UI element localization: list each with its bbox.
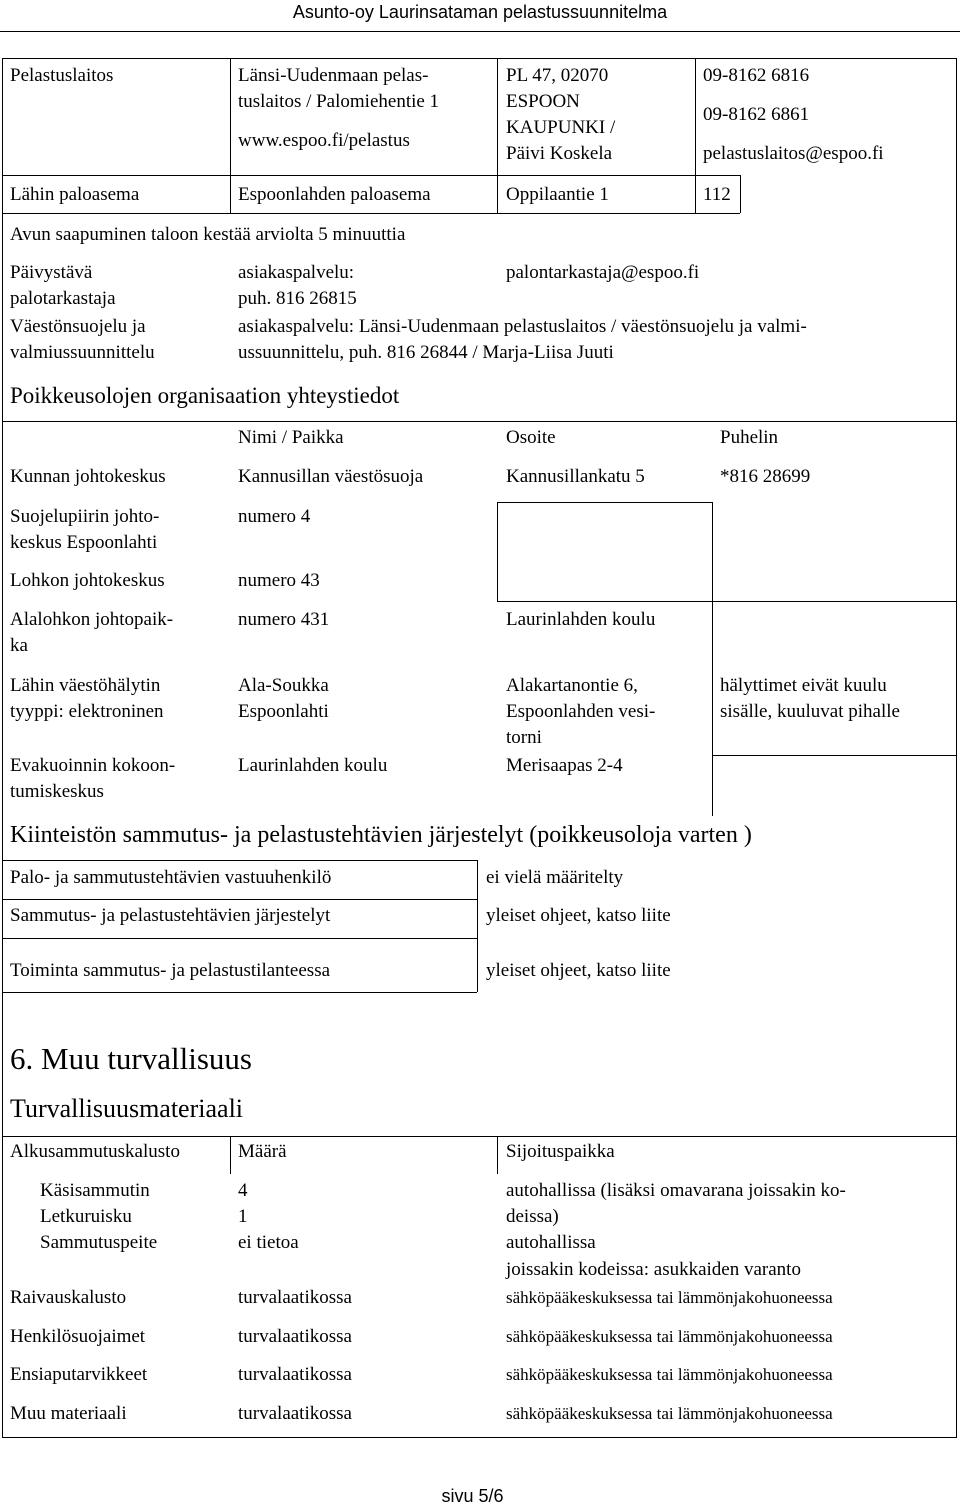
document-header: Asunto-oy Laurinsataman pelastussuunnitelma: [292, 2, 668, 22]
equipment-row-label: Muu materiaali: [10, 1403, 127, 1424]
org-row-address: torni: [506, 727, 542, 748]
fire-dept-name-line: tuslaitos / Palomiehentie 1: [238, 91, 440, 112]
org-row-label: keskus Espoonlahti: [10, 532, 158, 553]
equipment-row-amount: turvalaatikossa: [238, 1364, 352, 1385]
org-row-name: numero 431: [238, 609, 330, 630]
firefighting-row-label: Sammutus- ja pelastustehtävien järjestelyt: [10, 905, 331, 926]
header-rule: [0, 31, 960, 32]
org-row-name: Espoonlahti: [238, 701, 329, 722]
org-row-label: Kunnan johtokeskus: [10, 466, 166, 487]
equipment-row-label: Henkilösuojaimet: [10, 1326, 146, 1347]
equipment-location: autohallissa (lisäksi omavarana joissakin ko-: [506, 1180, 846, 1201]
duty-inspector-label: Päivystävä: [10, 262, 93, 283]
equipment-amount: 4: [238, 1180, 248, 1201]
equipment-item: Käsisammutin: [40, 1180, 150, 1201]
arrival-note: Avun saapuminen taloon kestää arviolta 5 minuuttia: [10, 224, 406, 245]
equipment-amount: ei tietoa: [238, 1232, 299, 1253]
equipment-row-location: sähköpääkeskuksessa tai lämmönjakohuoneessa: [506, 1404, 833, 1423]
org-row-label: tyyppi: elektroninen: [10, 701, 164, 722]
fire-dept-phone: 09-8162 6816: [703, 65, 810, 86]
equipment-row-label: Ensiaputarvikkeet: [10, 1364, 148, 1385]
emergency-org-title: Poikkeusolojen organisaation yhteystiedot: [10, 383, 400, 408]
org-row-phone: hälyttimet eivät kuulu: [720, 675, 887, 696]
equipment-location: joissakin kodeissa: asukkaiden varanto: [506, 1259, 801, 1280]
column-header-name: Nimi / Paikka: [238, 427, 344, 448]
firefighting-title: Kiinteistön sammutus- ja pelastustehtävien järjestelyt (poikkeusoloja varten ): [10, 822, 752, 848]
column-header-equipment: Alkusammutuskalusto: [10, 1141, 180, 1162]
column-header-phone: Puhelin: [720, 427, 779, 448]
org-row-phone: sisälle, kuuluvat pihalle: [720, 701, 900, 722]
org-row-label: Evakuoinnin kokoon-: [10, 755, 176, 776]
nearest-station-address: Oppilaantie 1: [506, 184, 609, 205]
equipment-location: autohallissa: [506, 1232, 596, 1253]
org-row-address: Laurinlahden koulu: [506, 609, 656, 630]
fire-dept-address-line: PL 47, 02070: [506, 65, 609, 86]
equipment-row-amount: turvalaatikossa: [238, 1403, 352, 1424]
nearest-station-label: Lähin paloasema: [10, 184, 140, 205]
org-row-name: Laurinlahden koulu: [238, 755, 388, 776]
org-row-name: numero 43: [238, 570, 320, 591]
fire-dept-label: Pelastuslaitos: [10, 65, 114, 86]
org-row-address: Merisaapas 2-4: [506, 755, 623, 776]
section-heading: 6. Muu turvallisuus: [10, 1041, 252, 1076]
equipment-location: deissa): [506, 1206, 559, 1227]
nearest-station-name: Espoonlahden paloasema: [238, 184, 431, 205]
equipment-row-location: sähköpääkeskuksessa tai lämmönjakohuoneessa: [506, 1365, 833, 1384]
equipment-row-location: sähköpääkeskuksessa tai lämmönjakohuoneessa: [506, 1288, 833, 1307]
page-number: sivu 5/6: [441, 1486, 504, 1506]
civil-defence-info: ussuunnittelu, puh. 816 26844 / Marja-Liisa Juuti: [238, 342, 614, 363]
equipment-item: Letkuruisku: [40, 1206, 132, 1227]
org-row-name: Ala-Soukka: [238, 675, 329, 696]
fire-dept-name-line: Länsi-Uudenmaan pelas-: [238, 65, 429, 86]
fire-dept-phone: 09-8162 6861: [703, 104, 810, 125]
org-row-name: Kannusillan väestösuoja: [238, 466, 424, 487]
firefighting-row-label: Toiminta sammutus- ja pelastustilanteessa: [10, 960, 331, 981]
duty-inspector-email-link[interactable]: palontarkastaja@espoo.fi: [506, 262, 700, 283]
org-row-address: Kannusillankatu 5: [506, 466, 645, 487]
equipment-amount: 1: [238, 1206, 248, 1227]
org-row-label: tumiskeskus: [10, 781, 104, 802]
duty-inspector-label: palotarkastaja: [10, 288, 116, 309]
fire-dept-email-link[interactable]: pelastuslaitos@espoo.fi: [703, 143, 884, 164]
civil-defence-label: Väestönsuojelu ja: [10, 316, 146, 337]
civil-defence-info: asiakaspalvelu: Länsi-Uudenmaan pelastuslaitos / väestönsuojelu ja valmi-: [238, 316, 807, 337]
firefighting-row-value: ei vielä määritelty: [486, 867, 624, 888]
fire-dept-website-link[interactable]: www.espoo.fi/pelastus: [238, 130, 410, 151]
column-header-address: Osoite: [506, 427, 556, 448]
org-row-label: Alalohkon johtopaik-: [10, 609, 174, 630]
org-row-label: Lohkon johtokeskus: [10, 570, 165, 591]
firefighting-row-value: yleiset ohjeet, katso liite: [486, 905, 671, 926]
civil-defence-label: valmiussuunnittelu: [10, 342, 155, 363]
equipment-row-location: sähköpääkeskuksessa tai lämmönjakohuoneessa: [506, 1327, 833, 1346]
fire-dept-contact-person: Päivi Koskela: [506, 143, 613, 164]
nearest-station-phone: 112: [703, 184, 731, 205]
org-row-name: numero 4: [238, 506, 311, 527]
equipment-row-amount: turvalaatikossa: [238, 1326, 352, 1347]
duty-inspector-phone: puh. 816 26815: [238, 288, 357, 309]
org-row-address: Espoonlahden vesi-: [506, 701, 656, 722]
duty-inspector-service: asiakaspalvelu:: [238, 262, 355, 283]
column-header-amount: Määrä: [238, 1141, 287, 1162]
org-row-label: ka: [10, 635, 28, 656]
org-row-label: Suojelupiirin johto-: [10, 506, 160, 527]
org-row-phone: *816 28699: [720, 466, 811, 487]
column-header-location: Sijoituspaikka: [506, 1141, 615, 1162]
org-row-label: Lähin väestöhälytin: [10, 675, 161, 696]
fire-dept-address-line: ESPOON: [506, 91, 580, 112]
equipment-item: Sammutuspeite: [40, 1232, 158, 1253]
section-subheading: Turvallisuusmateriaali: [10, 1094, 244, 1123]
equipment-row-label: Raivauskalusto: [10, 1287, 127, 1308]
equipment-row-amount: turvalaatikossa: [238, 1287, 352, 1308]
firefighting-row-label: Palo- ja sammutustehtävien vastuuhenkilö: [10, 867, 332, 888]
fire-dept-address-line: KAUPUNKI /: [506, 117, 616, 138]
firefighting-row-value: yleiset ohjeet, katso liite: [486, 960, 671, 981]
org-row-address: Alakartanontie 6,: [506, 675, 638, 696]
